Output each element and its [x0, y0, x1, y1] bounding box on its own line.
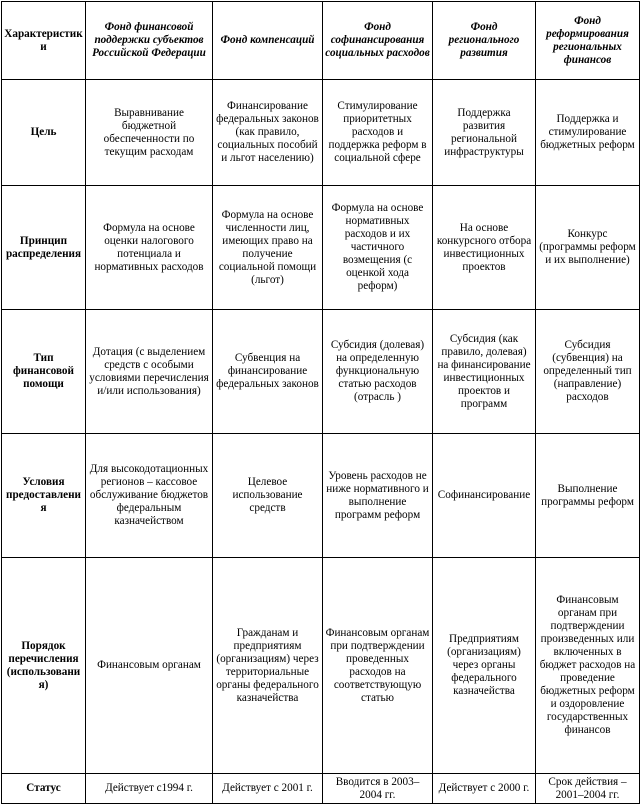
table-cell: Дотация (с выделением средств с особыми условиями перечисления и/или использования): [86, 310, 213, 434]
table-cell: Финансовым органам при подтверждении проведенных расходов на соответствующую статью: [323, 558, 433, 774]
table-cell: Субвенция на финансирование федеральных законов: [213, 310, 323, 434]
table-row-goal: [2, 80, 640, 186]
corner-header: Характеристики: [2, 2, 86, 80]
row-label-status: Статус: [2, 774, 86, 804]
column-header-social-cofinancing-fund: Фонд софинансирования социальных расходов: [323, 2, 433, 80]
table-cell: Конкурс (программы реформ и их выполнение): [536, 186, 640, 310]
table-row-status: [2, 774, 640, 804]
table-row-provision-conditions: [2, 434, 640, 558]
row-label-transfer-procedure: Порядок перечисления (использования): [2, 558, 86, 774]
table-cell: Срок действия – 2001–2004 гг.: [536, 774, 640, 804]
table-cell: Выполнение программы реформ: [536, 434, 640, 558]
table-cell: Действует с 2000 г.: [433, 774, 536, 804]
column-header-regional-finance-reform-fund: Фонд реформирования региональных финансов: [536, 2, 640, 80]
table-cell: Субсидия (как правило, долевая) на финансирование инвестиционных проектов и программ: [433, 310, 536, 434]
table-cell: Субсидия (долевая) на определенную функциональную статью расходов (отрасль ): [323, 310, 433, 434]
table-cell: Формула на основе нормативных расходов и их частичного возмещения (с оценкой хода реформ): [323, 186, 433, 310]
row-label-assistance-type: Тип финансовой помощи: [2, 310, 86, 434]
table-cell: Гражданам и предприятиям (организациям) через территориальные органы федерального казначейства: [213, 558, 323, 774]
table-cell: Действует с 2001 г.: [213, 774, 323, 804]
row-label-goal: Цель: [2, 80, 86, 186]
table-cell: Финансовым органам при подтверждении произведенных или включенных в бюджет расходов на проведение бюджетных реформ и оздоровление государственных финансов: [536, 558, 640, 774]
table-cell: Предприятиям (организациям) через органы федерального казначейства: [433, 558, 536, 774]
table-cell: Поддержка развития региональной инфраструктуры: [433, 80, 536, 186]
table-cell: Выравнивание бюджетной обеспеченности по текущим расходам: [86, 80, 213, 186]
table-cell: Уровень расходов не ниже нормативного и выполнение программ реформ: [323, 434, 433, 558]
table-cell: Финансовым органам: [86, 558, 213, 774]
table-cell: Софинансирование: [433, 434, 536, 558]
header-row: [2, 2, 640, 80]
table-row-assistance-type: [2, 310, 640, 434]
table-cell: Действует с1994 г.: [86, 774, 213, 804]
table-cell: Финансирование федеральных законов (как правило, социальных пособий и льгот населению): [213, 80, 323, 186]
table-cell: Субсидия (субвенция) на определенный тип (направление) расходов: [536, 310, 640, 434]
table-cell: Для высокодотационных регионов – кассовое обслуживание бюджетов федеральным казначейством: [86, 434, 213, 558]
table-cell: Поддержка и стимулирование бюджетных реформ: [536, 80, 640, 186]
table-cell: Целевое использование средств: [213, 434, 323, 558]
table-row-distribution-principle: [2, 186, 640, 310]
table-cell: На основе конкурсного отбора инвестиционных проектов: [433, 186, 536, 310]
table-row-transfer-procedure: [2, 558, 640, 774]
column-header-compensation-fund: Фонд компенсаций: [213, 2, 323, 80]
table-cell: Вводится в 2003–2004 гг.: [323, 774, 433, 804]
table-cell: Стимулирование приоритетных расходов и поддержка реформ в социальной сфере: [323, 80, 433, 186]
column-header-federal-support-fund: Фонд финансовой поддержки субъектов Российской Федерации: [86, 2, 213, 80]
row-label-provision-conditions: Условия предоставления: [2, 434, 86, 558]
table-cell: Формула на основе численности лиц, имеющих право на получение социальной помощи (льгот): [213, 186, 323, 310]
table-cell: Формула на основе оценки налогового потенциала и нормативных расходов: [86, 186, 213, 310]
column-header-regional-development-fund: Фонд регионального развития: [433, 2, 536, 80]
row-label-distribution-principle: Принцип распределения: [2, 186, 86, 310]
comparison-table: [1, 1, 640, 804]
